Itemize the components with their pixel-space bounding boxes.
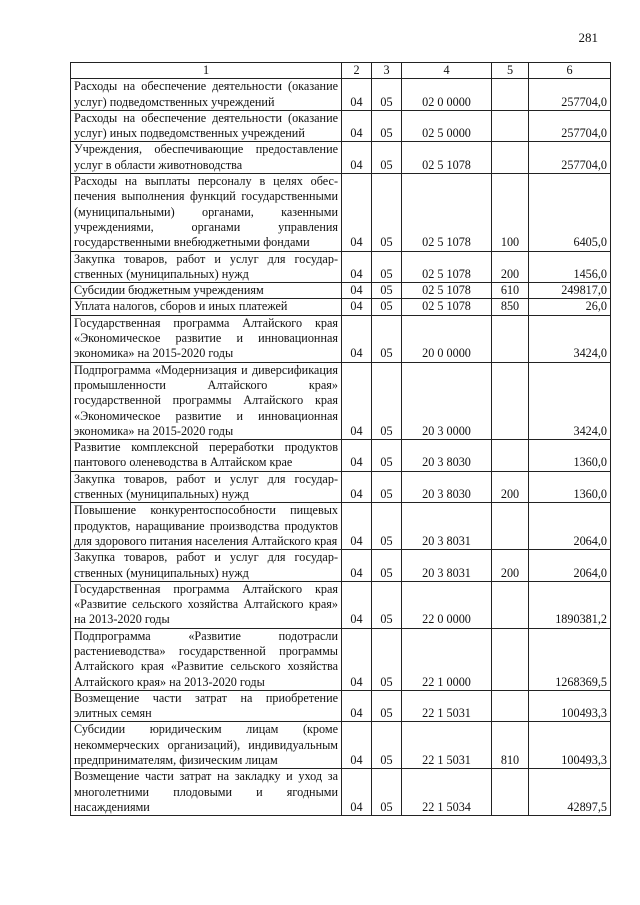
table-row — [71, 581, 611, 628]
row-amount: 1456,0 — [529, 251, 611, 283]
table-row — [71, 142, 611, 174]
row-expense-type — [492, 315, 529, 362]
row-section-code: 04 — [342, 299, 372, 315]
row-subsection-code: 05 — [372, 581, 402, 628]
row-subsection-code: 05 — [372, 769, 402, 816]
row-section-code: 04 — [342, 769, 372, 816]
row-target-article: 02 5 1078 — [402, 299, 492, 315]
row-expense-type — [492, 769, 529, 816]
row-section-code: 04 — [342, 503, 372, 550]
table-body — [71, 79, 611, 816]
row-description: Подпрограмма «Модернизация и диверсификация промышленности Алтайского края» государственной программы Алтайского края «Экономическое развитие и инновационная экономика» на 2015-2020 годы — [71, 362, 342, 439]
row-description: Возмещение части затрат на приобретение элитных семян — [71, 690, 342, 722]
row-subsection-code: 05 — [372, 251, 402, 283]
row-target-article: 02 5 1078 — [402, 283, 492, 299]
row-target-article: 02 5 1078 — [402, 251, 492, 283]
header-cell-3: 3 — [372, 63, 402, 79]
row-description: Подпрограмма «Развитие подотрасли растениеводства» государственной программы Алтайского края «Развитие сельского хозяйства Алтайского края» на 2013-2020 годы — [71, 628, 342, 690]
row-section-code: 04 — [342, 690, 372, 722]
row-description: Расходы на выплаты персоналу в целях обеспечения выполнения функций государственными (муниципальными) органами, казенными учреждениями, органами управления государственными внебюджетными фондами — [71, 174, 342, 251]
row-amount: 1360,0 — [529, 471, 611, 503]
table-row — [71, 315, 611, 362]
row-section-code: 04 — [342, 315, 372, 362]
row-target-article: 02 5 1078 — [402, 174, 492, 251]
row-section-code: 04 — [342, 283, 372, 299]
row-amount: 3424,0 — [529, 362, 611, 439]
table-row — [71, 440, 611, 472]
row-section-code: 04 — [342, 440, 372, 472]
row-subsection-code: 05 — [372, 690, 402, 722]
row-subsection-code: 05 — [372, 283, 402, 299]
row-target-article: 22 1 5031 — [402, 690, 492, 722]
row-section-code: 04 — [342, 79, 372, 111]
row-subsection-code: 05 — [372, 110, 402, 142]
row-subsection-code: 05 — [372, 315, 402, 362]
table-row — [71, 690, 611, 722]
row-subsection-code: 05 — [372, 503, 402, 550]
row-description: Развитие комплексной переработки продуктов пантового оленеводства в Алтайском крае — [71, 440, 342, 472]
row-expense-type: 100 — [492, 174, 529, 251]
row-description: Расходы на обеспечение деятельности (оказание услуг) иных подведомственных учреждений — [71, 110, 342, 142]
table-row — [71, 550, 611, 582]
table-row — [71, 283, 611, 299]
row-subsection-code: 05 — [372, 471, 402, 503]
row-description: Расходы на обеспечение деятельности (оказание услуг) подведомственных учреждений — [71, 79, 342, 111]
row-section-code: 04 — [342, 110, 372, 142]
row-subsection-code: 05 — [372, 722, 402, 769]
row-section-code: 04 — [342, 174, 372, 251]
header-cell-2: 2 — [342, 63, 372, 79]
row-description: Возмещение части затрат на закладку и уход за многолетними плодовыми и ягодными насаждениями — [71, 769, 342, 816]
table-row — [71, 110, 611, 142]
row-amount: 257704,0 — [529, 110, 611, 142]
row-section-code: 04 — [342, 722, 372, 769]
row-subsection-code: 05 — [372, 299, 402, 315]
row-expense-type: 810 — [492, 722, 529, 769]
row-amount: 2064,0 — [529, 550, 611, 582]
row-amount: 1268369,5 — [529, 628, 611, 690]
row-description: Государственная программа Алтайского края «Развитие сельского хозяйства Алтайского края» на 2013-2020 годы — [71, 581, 342, 628]
row-subsection-code: 05 — [372, 362, 402, 439]
row-description: Повышение конкурентоспособности пищевых продуктов, наращивание производства продуктов для здорового питания населения Алтайского края — [71, 503, 342, 550]
table-row — [71, 174, 611, 251]
table-header-row — [71, 63, 611, 79]
row-expense-type — [492, 628, 529, 690]
row-target-article: 22 0 0000 — [402, 581, 492, 628]
row-target-article: 02 5 1078 — [402, 142, 492, 174]
row-section-code: 04 — [342, 362, 372, 439]
row-amount: 1360,0 — [529, 440, 611, 472]
row-expense-type: 200 — [492, 251, 529, 283]
table-row — [71, 251, 611, 283]
row-amount: 2064,0 — [529, 503, 611, 550]
row-expense-type — [492, 362, 529, 439]
row-amount: 3424,0 — [529, 315, 611, 362]
row-description: Субсидии бюджетным учреждениям — [71, 283, 342, 299]
row-target-article: 02 0 0000 — [402, 79, 492, 111]
row-subsection-code: 05 — [372, 142, 402, 174]
budget-table — [70, 62, 611, 816]
row-amount: 257704,0 — [529, 79, 611, 111]
row-target-article: 02 5 0000 — [402, 110, 492, 142]
table-row — [71, 722, 611, 769]
row-description: Государственная программа Алтайского края «Экономическое развитие и инновационная экономика» на 2015-2020 годы — [71, 315, 342, 362]
row-subsection-code: 05 — [372, 628, 402, 690]
row-amount: 1890381,2 — [529, 581, 611, 628]
row-target-article: 20 3 8031 — [402, 503, 492, 550]
row-expense-type — [492, 503, 529, 550]
table-row — [71, 628, 611, 690]
row-description: Субсидии юридическим лицам (кроме некоммерческих организаций), индивидуальным предпринимателям, физическим лицам — [71, 722, 342, 769]
header-cell-6: 6 — [529, 63, 611, 79]
row-section-code: 04 — [342, 251, 372, 283]
row-expense-type: 200 — [492, 550, 529, 582]
row-target-article: 20 3 8031 — [402, 550, 492, 582]
row-amount: 42897,5 — [529, 769, 611, 816]
row-expense-type: 610 — [492, 283, 529, 299]
row-description: Закупка товаров, работ и услуг для государственных (муниципальных) нужд — [71, 471, 342, 503]
table-row — [71, 471, 611, 503]
row-target-article: 22 1 5034 — [402, 769, 492, 816]
row-amount: 100493,3 — [529, 722, 611, 769]
header-cell-5: 5 — [492, 63, 529, 79]
row-description: Закупка товаров, работ и услуг для государственных (муниципальных) нужд — [71, 251, 342, 283]
row-description: Учреждения, обеспечивающие предоставление услуг в области животноводства — [71, 142, 342, 174]
row-amount: 257704,0 — [529, 142, 611, 174]
table-row — [71, 769, 611, 816]
table-row — [71, 79, 611, 111]
row-amount: 249817,0 — [529, 283, 611, 299]
table-row — [71, 299, 611, 315]
row-expense-type — [492, 142, 529, 174]
row-subsection-code: 05 — [372, 440, 402, 472]
row-expense-type — [492, 79, 529, 111]
row-target-article: 20 3 0000 — [402, 362, 492, 439]
row-section-code: 04 — [342, 628, 372, 690]
row-subsection-code: 05 — [372, 174, 402, 251]
row-section-code: 04 — [342, 142, 372, 174]
row-expense-type: 200 — [492, 471, 529, 503]
page-number: 281 — [578, 30, 598, 45]
row-amount: 26,0 — [529, 299, 611, 315]
row-target-article: 20 0 0000 — [402, 315, 492, 362]
header-cell-1: 1 — [71, 63, 342, 79]
row-description: Закупка товаров, работ и услуг для государственных (муниципальных) нужд — [71, 550, 342, 582]
row-amount: 6405,0 — [529, 174, 611, 251]
row-target-article: 22 1 0000 — [402, 628, 492, 690]
row-expense-type — [492, 440, 529, 472]
table-row — [71, 503, 611, 550]
row-target-article: 20 3 8030 — [402, 440, 492, 472]
row-section-code: 04 — [342, 471, 372, 503]
row-expense-type: 850 — [492, 299, 529, 315]
row-expense-type — [492, 581, 529, 628]
row-description: Уплата налогов, сборов и иных платежей — [71, 299, 342, 315]
table-header — [71, 63, 611, 79]
row-subsection-code: 05 — [372, 550, 402, 582]
row-amount: 100493,3 — [529, 690, 611, 722]
row-expense-type — [492, 110, 529, 142]
row-expense-type — [492, 690, 529, 722]
row-target-article: 22 1 5031 — [402, 722, 492, 769]
row-subsection-code: 05 — [372, 79, 402, 111]
row-section-code: 04 — [342, 550, 372, 582]
header-cell-4: 4 — [402, 63, 492, 79]
row-section-code: 04 — [342, 581, 372, 628]
row-target-article: 20 3 8030 — [402, 471, 492, 503]
table-row — [71, 362, 611, 439]
